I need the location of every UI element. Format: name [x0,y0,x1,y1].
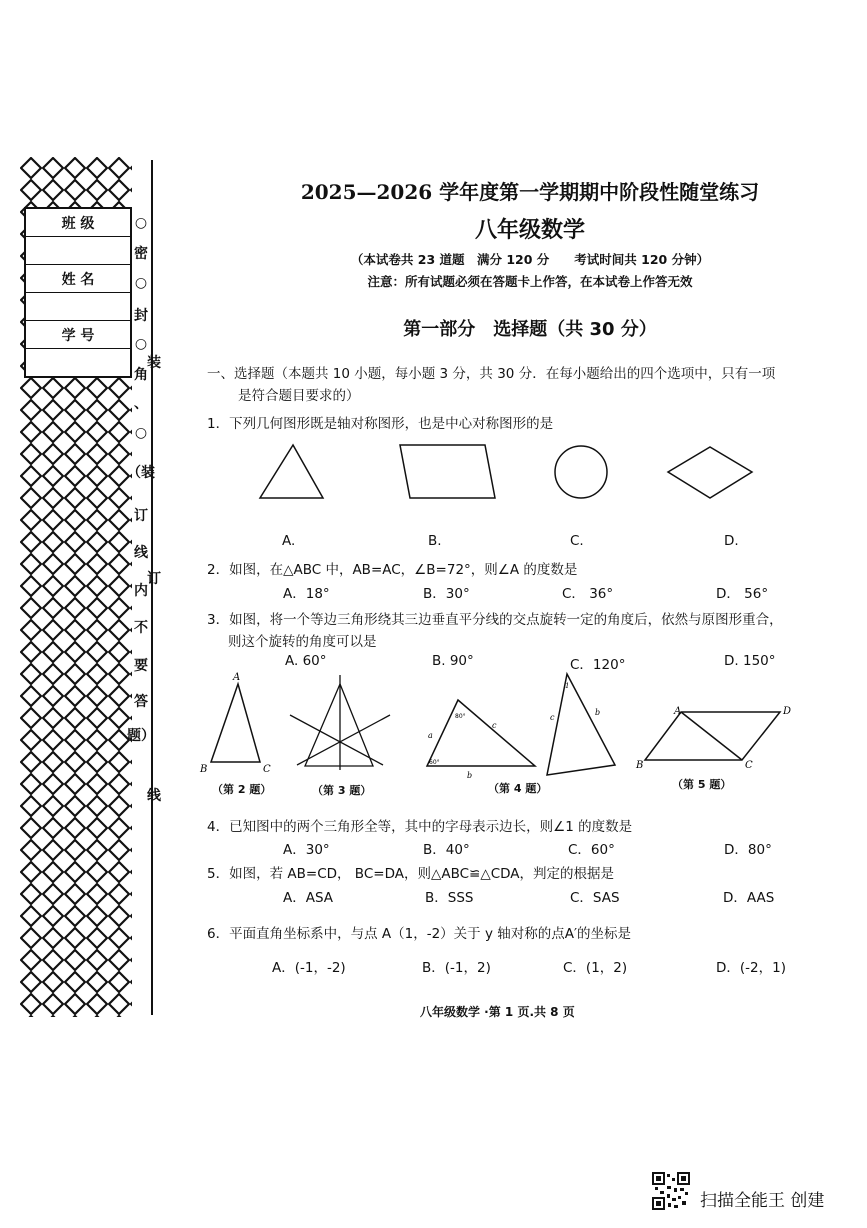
binding-char: 要 [134,658,148,674]
figure-2-triangle [199,672,271,775]
fig4-label-c: c [492,721,497,730]
binding-char: ○ [134,336,148,352]
q3-option-d[interactable]: D. 150° [724,653,776,669]
fig5-label-d: D [783,706,792,717]
figure-4-right-triangle [547,674,615,775]
question-6-stem: 6．平面直角坐标系中，与点 A（1，-2）关于 y 轴对称的点A′的坐标是 [207,926,632,942]
q2-option-a[interactable]: A．18° [283,586,330,602]
question-2-stem: 2．如图，在△ABC 中，AB=AC，∠B=72°，则∠A 的度数是 [207,562,578,578]
fig4-angle-80: 80° [455,713,466,720]
part-title: 第一部分 选择题（共 30 分） [403,319,657,340]
name-field[interactable] [25,293,131,321]
class-field[interactable] [25,237,131,265]
fig4-angle-1: 1 [565,682,570,690]
name-label: 姓 名 [25,265,131,293]
binding-char: 线 [147,788,161,804]
fig2-label-c: C [263,764,271,775]
page-footer: 八年级数学 ·第 1 页.共 8 页 [420,1005,575,1019]
binding-char: 装 [147,355,161,371]
binding-char: 、 [134,396,148,412]
class-label: 班 级 [25,208,131,237]
q3-option-b[interactable]: B. 90° [432,653,474,669]
figures-row [195,670,805,780]
exam-info: （本试卷共 23 道题 满分 120 分 考试时间共 120 分钟） [350,252,710,267]
fig4-label-b: b [467,771,473,780]
binding-char: 不 [134,620,148,636]
q5-option-b[interactable]: B．SSS [425,890,474,906]
subject-title: 八年级数学 [474,218,585,243]
question-4-stem: 4．已知图中的两个三角形全等，其中的字母表示边长，则∠1 的度数是 [207,819,633,835]
section-intro-line2: 是符合题目要求的） [238,388,360,404]
figure-5-parallelogram [635,706,791,771]
binding-char: 题） [127,728,155,744]
binding-char: 答 [134,694,148,710]
binding-char: 角 [134,367,148,383]
q5-option-a[interactable]: A．ASA [283,890,334,906]
binding-char: 封 [134,308,148,324]
fig4-label-a: a [428,731,433,740]
fig2-label-b: B [200,764,208,775]
binding-char: 内 [134,583,148,599]
q3-option-a[interactable]: A. 60° [285,653,327,669]
figure-3-triangle-bisectors [290,675,390,770]
fig5-label-c: C [745,760,753,771]
fig5-label-b: B [636,760,644,771]
figure-5-caption: （第 5 题） [672,778,732,791]
figure-2-caption: （第 2 题） [212,783,272,796]
binding-char: ○ [134,275,148,291]
figure-4-left-triangle [427,700,535,780]
q5-option-c[interactable]: C．SAS [570,890,620,906]
q6-option-a[interactable]: A．(-1，-2) [272,960,346,976]
q6-option-c[interactable]: C．(1，2) [563,960,628,976]
section-intro-line1: 一、选择题（本题共 10 小题，每小题 3 分，共 30 分．在每小题给出的四个选项中，只有一项 [207,366,776,382]
question-5-stem: 5．如图，若 AB=CD， BC=DA，则△ABC≌△CDA，判定的根据是 [207,866,615,882]
exam-notice: 注意：所有试题必须在答题卡上作答，在本试卷上作答无效 [367,274,693,289]
qr-code-icon [652,1172,690,1210]
binding-char: ○ [134,425,148,441]
fig4-angle-60: 60° [429,759,440,766]
fig5-label-a: A [674,706,682,717]
circle-shape [555,446,607,498]
q2-option-d[interactable]: D． 56° [716,586,769,602]
figure-3-caption: （第 3 题） [312,784,372,797]
fig4r-label-b: b [595,708,601,717]
question-3-stem-cont: 则这个旋转的角度可以是 [228,634,377,650]
binding-char: 订 [147,571,161,587]
q5-option-d[interactable]: D．AAS [723,890,775,906]
q4-option-b[interactable]: B．40° [423,842,470,858]
binding-char: 密 [134,246,148,262]
id-label: 学 号 [25,321,131,349]
binding-char: ○ [134,215,148,231]
q2-option-c[interactable]: C． 36° [562,586,614,602]
fig4r-label-c: c [550,713,555,722]
question-1-figures [250,440,770,510]
q1-option-d[interactable]: D. [724,533,739,549]
binding-char: 订 [134,508,148,524]
q1-option-a[interactable]: A. [282,533,296,549]
q4-option-a[interactable]: A．30° [283,842,330,858]
q6-option-d[interactable]: D．(-2，1) [716,960,786,976]
parallelogram-shape [400,445,495,498]
q3-option-c[interactable]: C．120° [570,657,626,673]
binding-char: 线 [134,545,148,561]
q1-option-c[interactable]: C. [570,533,584,549]
q2-option-b[interactable]: B．30° [423,586,470,602]
id-field[interactable] [25,349,131,378]
triangle-shape [260,445,323,498]
q4-option-c[interactable]: C．60° [568,842,615,858]
question-1-stem: 1．下列几何图形既是轴对称图形，也是中心对称图形的是 [207,416,554,432]
binding-char: （装 [127,465,155,481]
q1-option-b[interactable]: B. [428,533,442,549]
rhombus-shape [668,447,752,498]
figure-4-caption: （第 4 题） [488,782,548,795]
exam-title: 2025—2026 学年度第一学期期中阶段性随堂练习 [300,180,760,204]
q6-option-b[interactable]: B．(-1，2) [422,960,491,976]
fig2-label-a: A [233,672,241,683]
q4-option-d[interactable]: D．80° [724,842,772,858]
student-info-table [24,207,132,378]
question-3-stem: 3．如图，将一个等边三角形绕其三边垂直平分线的交点旋转一定的角度后，依然与原图形重合， [207,612,783,628]
scanner-watermark: 扫描全能王 创建 [700,1191,825,1211]
